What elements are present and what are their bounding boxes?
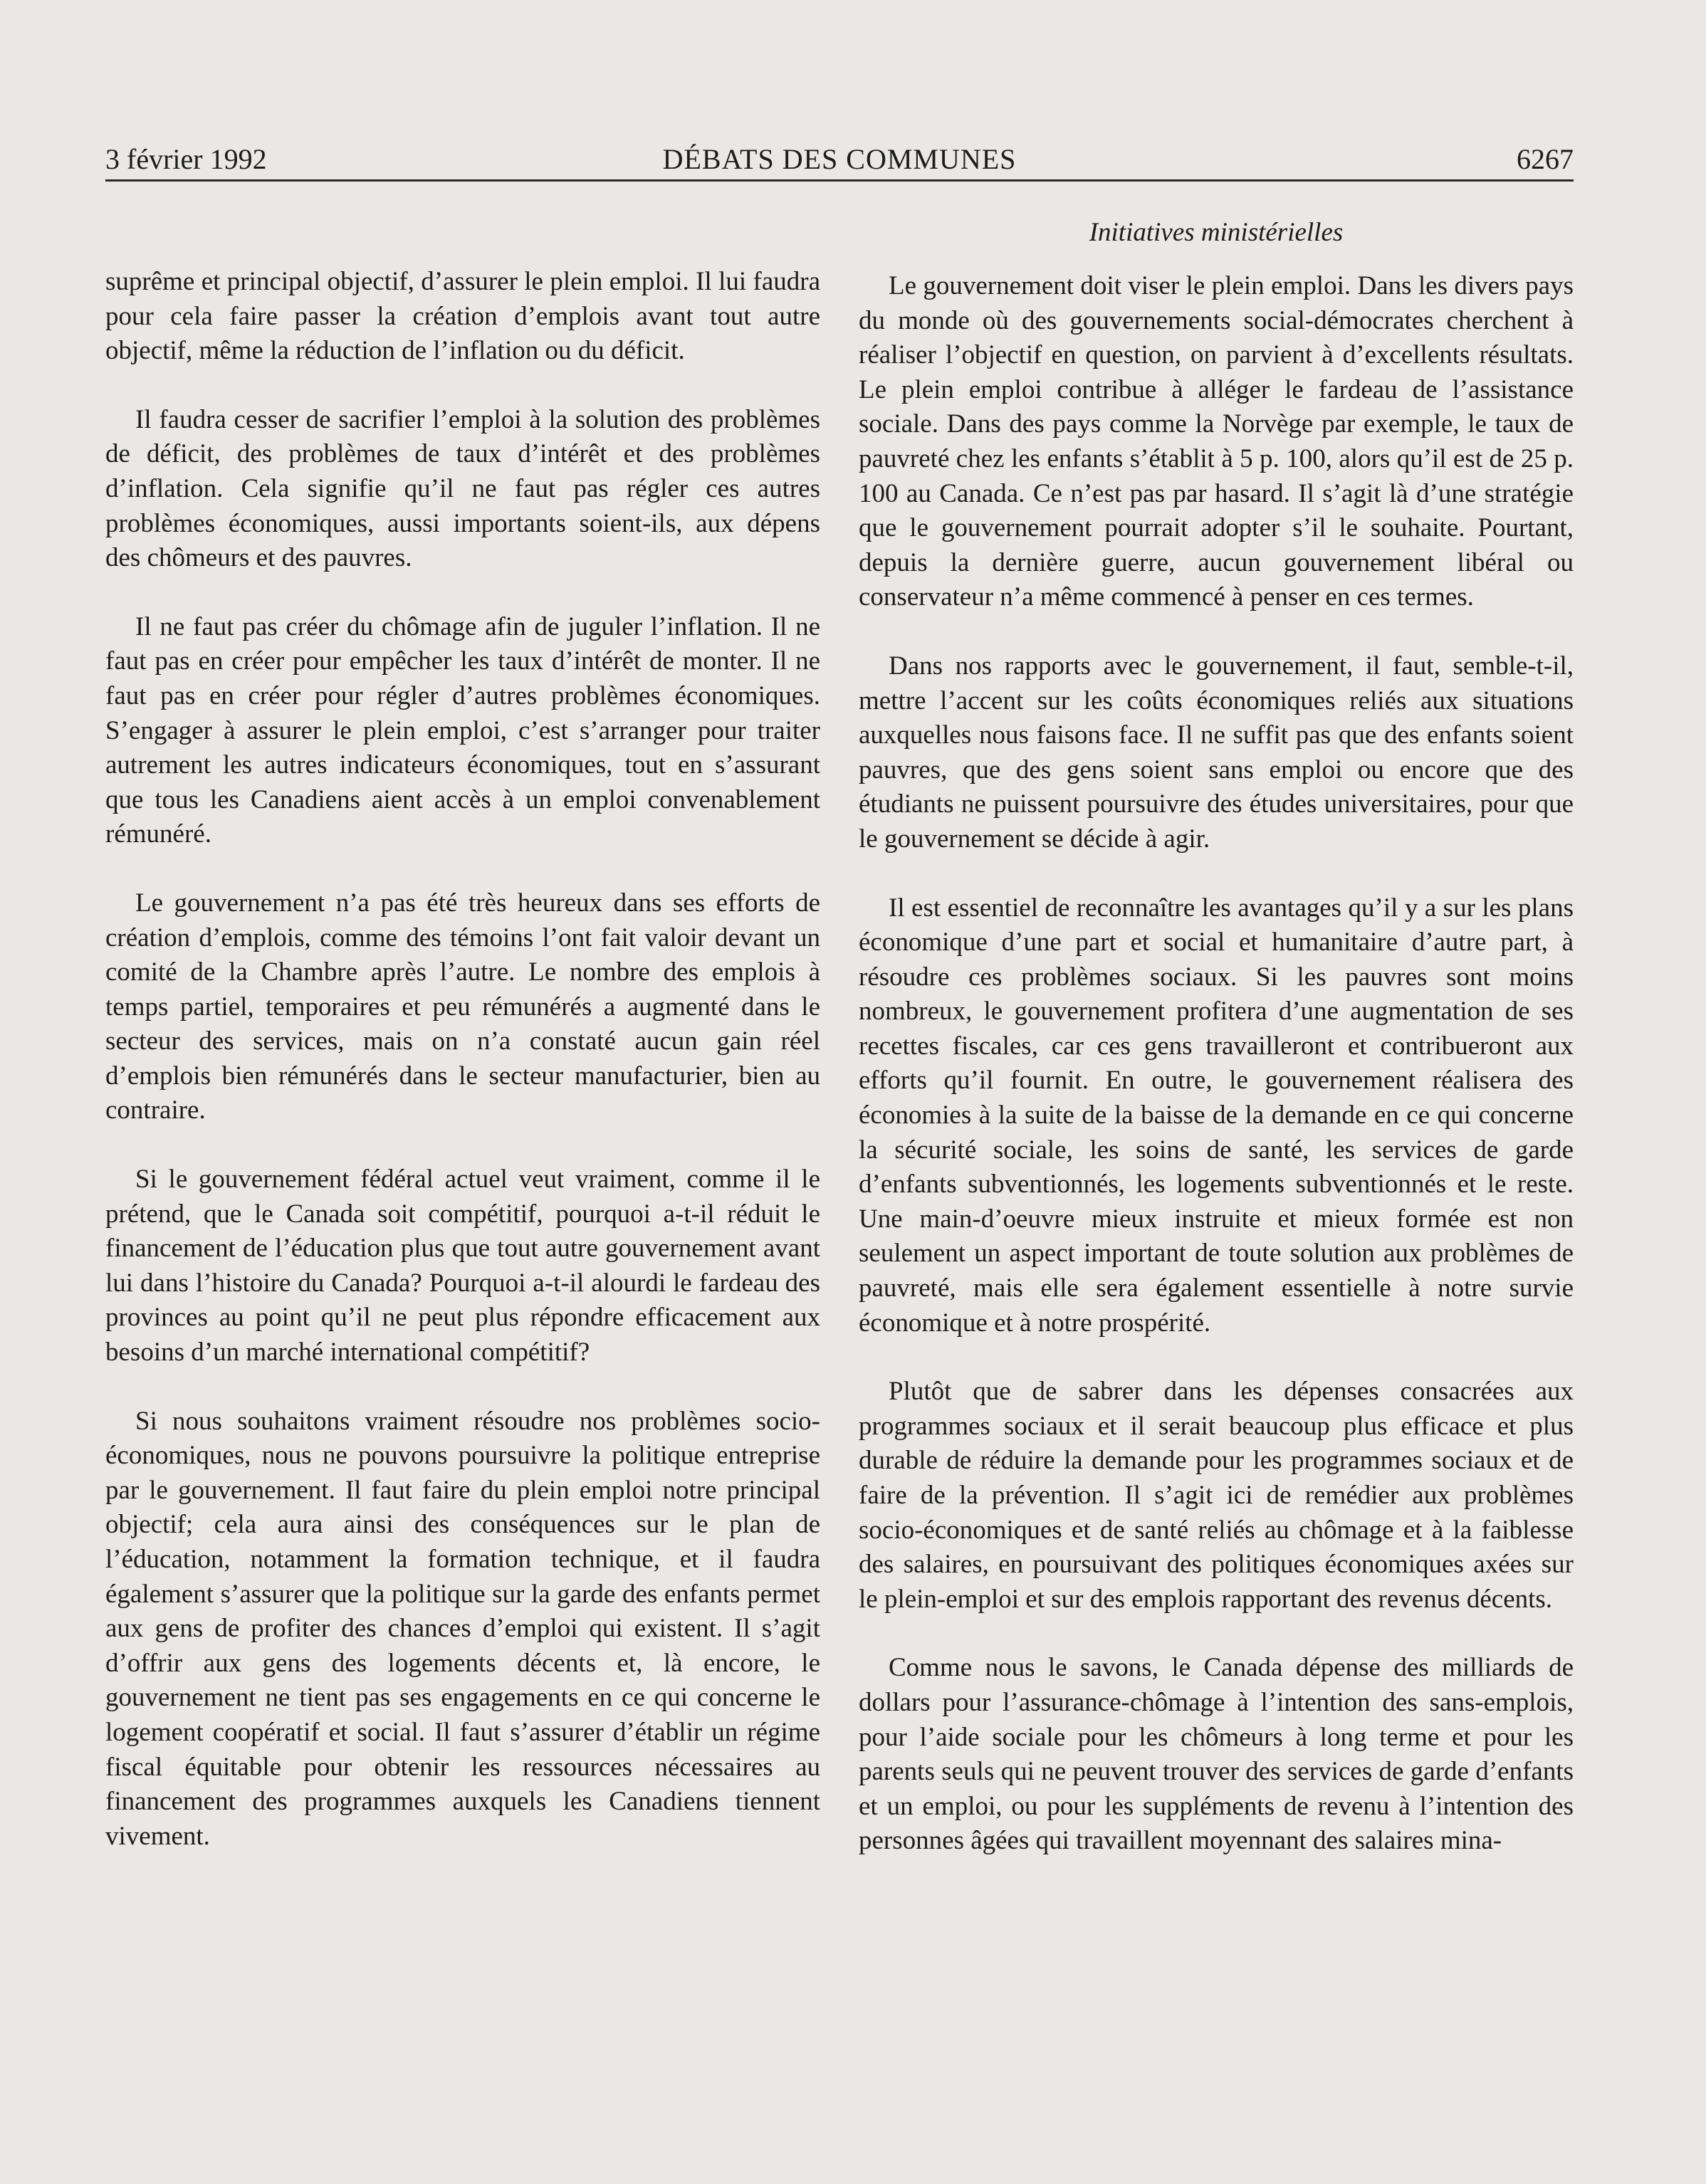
paragraph: Il est essentiel de reconnaître les avantages qu’il y a sur les plans économique d’une part et social et humanitaire d’autre part, à résoudre ces problèmes sociaux. Si les pauvres sont moins nombreux, le gouvernement profitera d’une augmentation de ses recettes fiscales, car ces gens travailleront et contribueront aux efforts qu’il fournit. En outre, le gouvernement réalisera des économies à la suite de la baisse de la demande en ce qui concerne la sécurité sociale, les soins de santé, les services de garde d’enfants subventionnés, les logements subventionnés et le reste. Une main-d’oeuvre mieux instruite et mieux formée est non seulement un aspect important de toute solution aux problèmes de pauvreté, mais elle sera également essentielle à notre survie économique et à notre prospérité.: [859, 893, 1574, 1338]
paragraph: Le gouvernement n’a pas été très heureux dans ses efforts de création d’emplois, comme des témoins l’ont fait valoir devant un comité de la Chambre après l’autre. Le nombre des emplois à temps partiel, temporaires et peu rémunérés a augmenté dans le secteur des services, mais on n’a constaté aucun gain réel d’emplois bien rémunérés dans le secteur manufacturier, bien au contraire.: [105, 888, 820, 1125]
paragraph: Comme nous le savons, le Canada dépense des milliards de dollars pour l’assurance-chômage à l’intention des sans-emplois, pour l’aide sociale pour les chômeurs à long terme et pour les parents seuls qui ne peuvent trouver des services de garde d’enfants et un emploi, ou pour les suppléments de revenu à l’intention des personnes âgées qui travaillent moyennant des salaires mina-: [859, 1653, 1574, 1856]
right-column: [859, 269, 1574, 1859]
paragraph: Dans nos rapports avec le gouvernement, il faut, semble-t-il, mettre l’accent sur les coûts économiques reliés aux situations auxquelles nous faisons face. Il ne suffit pas que des enfants soient pauvres, que des gens soient sans emploi ou encore que des étudiants ne puissent poursuivre des études universitaires, pour que le gouvernement se décide à agir.: [859, 651, 1574, 854]
header-page-number: 6267: [1517, 143, 1574, 175]
paragraph: Il faudra cesser de sacrifier l’emploi à la solution des problèmes de déficit, des problèmes de taux d’intérêt et des problèmes d’inflation. Cela signifie qu’il ne faut pas régler ces autres problèmes économiques, aussi importants soient-ils, aux dépens des chômeurs et des pauvres.: [105, 404, 820, 573]
header-rule: [105, 179, 1574, 182]
paragraph: Le gouvernement doit viser le plein emploi. Dans les divers pays du monde où des gouvernements social-démocrates cherchent à réaliser l’objectif en question, on parvient à d’excellents résultats. Le plein emploi contribue à alléger le fardeau de l’assistance sociale. Dans des pays comme la Norvège par exemple, le taux de pauvreté chez les enfants s’établit à 5 p. 100, alors qu’il est de 25 p. 100 au Canada. Ce n’est pas par hasard. Il s’agit là d’une stratégie que le gouvernement pourrait adopter s’il le souhaite. Pourtant, depuis la dernière guerre, aucun gouvernement libéral ou conservateur n’a même commencé à penser en ces termes.: [859, 271, 1574, 612]
header-date: 3 février 1992: [105, 143, 267, 175]
paragraph: Si nous souhaitons vraiment résoudre nos problèmes socio-économiques, nous ne pouvons poursuivre la politique entreprise par le gouvernement. Il faut faire du plein emploi notre principal objectif; cela aura ainsi des conséquences sur le plan de l’éducation, notamment la formation technique, et il faudra également s’assurer que la politique sur la garde des enfants permet aux gens de profiter des chances d’emploi qui existent. Il s’agit d’offrir aux gens des logements décents et, là encore, le gouvernement ne tient pas ses engagements en ce qui concerne le logement coopératif et social. Il faut s’assurer d’établir un régime fiscal équitable pour obtenir les ressources nécessaires au financement des programmes auxquels les Canadiens tiennent vivement.: [105, 1406, 820, 1851]
left-column: [105, 265, 820, 1854]
paragraph: Plutôt que de sabrer dans les dépenses consacrées aux programmes sociaux et il serait beaucoup plus efficace et plus durable de réduire la demande pour les programmes sociaux et de faire de la prévention. Il s’agit ici de remédier aux problèmes socio-économiques et de santé reliés au chômage et à la faiblesse des salaires, en poursuivant des politiques économiques axées sur le plein-emploi et sur des emplois rapportant des revenus décents.: [859, 1377, 1574, 1614]
section-heading: Initiatives ministérielles: [1089, 218, 1344, 247]
paragraph: suprême et principal objectif, d’assurer le plein emploi. Il lui faudra pour cela faire passer la création d’emplois avant tout autre objectif, même la réduction de l’inflation ou du déficit.: [105, 267, 820, 366]
paragraph: Il ne faut pas créer du chômage afin de juguler l’inflation. Il ne faut pas en créer pour empêcher les taux d’intérêt de monter. Il ne faut pas en créer pour régler d’autres problèmes économiques. S’engager à assurer le plein emploi, c’est s’arranger pour traiter autrement les autres indicateurs économiques, tout en s’assurant que tous les Canadiens aient accès à un emploi convenablement rémunéré.: [105, 611, 820, 849]
page-header: [105, 138, 1574, 181]
paragraph: Si le gouvernement fédéral actuel veut vraiment, comme il le prétend, que le Canada soit compétitif, pourquoi a-t-il réduit le financement de l’éducation plus que tout autre gouvernement avant lui dans l’histoire du Canada? Pourquoi a-t-il alourdi le fardeau des provinces au point qu’il ne peut plus répondre efficacement aux besoins d’un marché international compétitif?: [105, 1165, 820, 1367]
header-title: DÉBATS DES COMMUNES: [662, 143, 1017, 175]
